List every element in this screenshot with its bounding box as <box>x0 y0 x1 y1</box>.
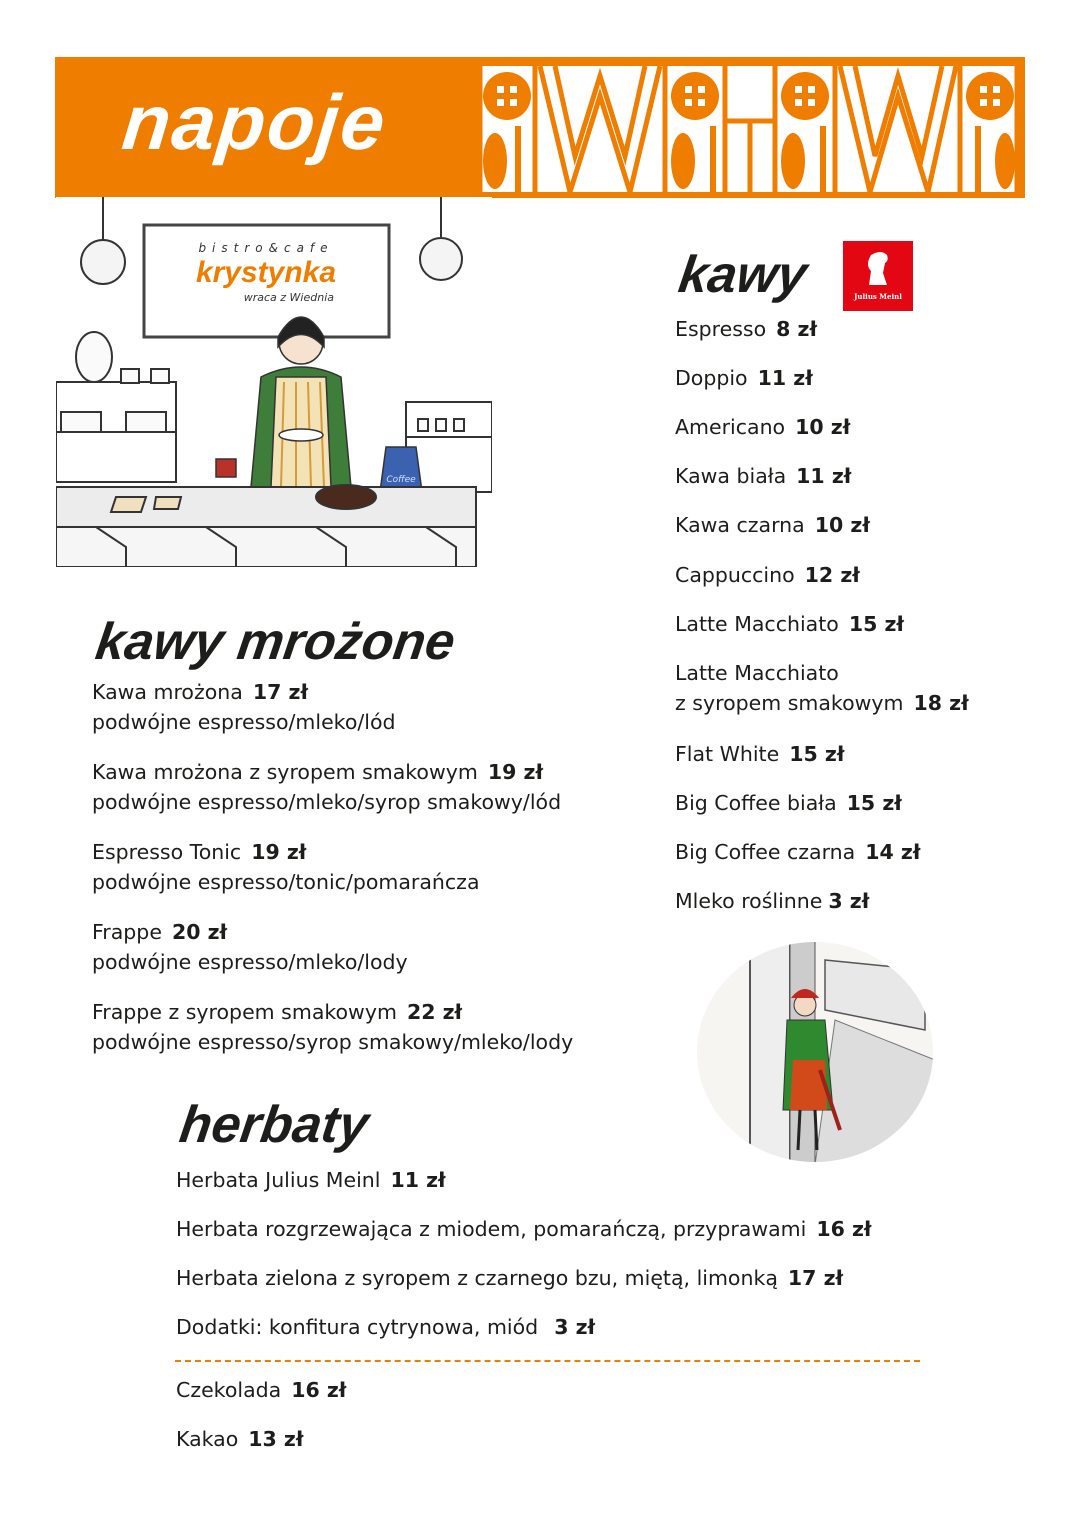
item-description: podwójne espresso/tonic/pomarańcza <box>92 870 480 894</box>
menu-item <box>176 1263 843 1293</box>
item-name: Americano <box>675 415 786 439</box>
menu-item <box>92 757 561 817</box>
item-name: Herbata Julius Meinl <box>176 1168 381 1192</box>
menu-item <box>675 609 904 639</box>
item-name-line2: z syropem smakowym <box>675 691 904 715</box>
item-name: Mleko roślinne <box>675 889 823 913</box>
menu-item <box>675 560 860 590</box>
coffee-pot-label: Coffee <box>386 475 416 485</box>
item-name: Herbata zielona z syropem z czarnego bzu, miętą, limonką <box>176 1266 778 1290</box>
dashed-divider <box>175 1360 920 1362</box>
item-price: 3 zł <box>554 1315 596 1339</box>
item-price: 11 zł <box>757 366 813 390</box>
menu-item <box>675 886 869 916</box>
item-name: Herbata rozgrzewająca z miodem, pomarańczą, przyprawami <box>176 1217 807 1241</box>
item-name: Dodatki: konfitura cytrynowa, miód <box>176 1315 539 1339</box>
item-name: Latte Macchiato <box>675 612 839 636</box>
item-name: Flat White <box>675 742 780 766</box>
section-title-kawy-mrozone: kawy mrożone <box>92 613 459 671</box>
menu-item <box>176 1165 446 1195</box>
item-price: 13 zł <box>248 1427 304 1451</box>
item-name: Frappe <box>92 920 162 944</box>
item-name: Kakao <box>176 1427 239 1451</box>
item-price: 11 zł <box>796 464 852 488</box>
item-price: 10 zł <box>814 513 870 537</box>
menu-item <box>675 314 817 344</box>
menu-item <box>92 997 573 1057</box>
item-price: 16 zł <box>291 1378 347 1402</box>
item-name: Big Coffee biała <box>675 791 837 815</box>
item-name: Espresso <box>675 317 767 341</box>
item-price: 15 zł <box>848 612 905 636</box>
menu-item <box>176 1375 346 1405</box>
menu-item <box>675 363 813 393</box>
menu-item <box>675 510 870 540</box>
page-title: napoje <box>118 78 392 166</box>
julius-meinl-logo <box>843 241 913 311</box>
menu-item <box>176 1424 303 1454</box>
item-description: podwójne espresso/mleko/lód <box>92 710 396 734</box>
item-price: 12 zł <box>804 563 860 587</box>
header-banner <box>55 57 1025 198</box>
item-price: 17 zł <box>787 1266 844 1290</box>
menu-item <box>176 1214 872 1244</box>
menu-item <box>675 461 851 491</box>
menu-item <box>675 788 902 818</box>
item-description: podwójne espresso/mleko/lody <box>92 950 408 974</box>
item-price: 8 zł <box>776 317 818 341</box>
sign-brand: krystynka <box>195 256 337 289</box>
item-name: Kawa biała <box>675 464 787 488</box>
cafe-illustration <box>56 197 492 567</box>
item-name: Latte Macchiato <box>675 661 839 685</box>
item-name: Frappe z syropem smakowym <box>92 1000 397 1024</box>
menu-item <box>675 658 969 718</box>
item-price: 16 zł <box>816 1217 872 1241</box>
menu-item <box>675 837 920 867</box>
item-name: Cappuccino <box>675 563 795 587</box>
item-price: 15 zł <box>789 742 845 766</box>
menu-item <box>92 917 408 977</box>
item-price: 10 zł <box>795 415 851 439</box>
item-name: Kawa mrożona <box>92 680 243 704</box>
section-title-herbaty: herbaty <box>176 1096 373 1154</box>
item-name: Kawa mrożona z syropem smakowym <box>92 760 478 784</box>
menu-item <box>92 837 480 897</box>
julius-meinl-logo-text: Julius Meinl <box>854 292 902 301</box>
item-name: Kawa czarna <box>675 513 805 537</box>
section-title-kawy: kawy <box>675 246 811 304</box>
item-price: 17 zł <box>252 680 309 704</box>
item-price: 18 zł <box>913 691 969 715</box>
item-price: 20 zł <box>171 920 228 944</box>
menu-item <box>675 412 850 442</box>
item-price: 3 zł <box>828 889 870 913</box>
item-name: Big Coffee czarna <box>675 840 856 864</box>
street-illustration <box>695 940 935 1165</box>
folk-pattern-decoration <box>480 66 1017 192</box>
item-description: podwójne espresso/mleko/syrop smakowy/lód <box>92 790 562 814</box>
menu-item <box>675 739 844 769</box>
item-price: 11 zł <box>390 1168 446 1192</box>
medallion <box>483 72 531 120</box>
item-name: Espresso Tonic <box>92 840 242 864</box>
item-price: 14 zł <box>865 840 921 864</box>
menu-item <box>176 1312 595 1342</box>
item-description: podwójne espresso/syrop smakowy/mleko/lody <box>92 1030 574 1054</box>
item-price: 15 zł <box>846 791 902 815</box>
item-name: Doppio <box>675 366 748 390</box>
sign-line2: wraca z Wiednia <box>243 291 334 304</box>
sign-line1: bistro&cafe <box>198 241 334 255</box>
item-name: Czekolada <box>176 1378 282 1402</box>
item-price: 19 zł <box>251 840 307 864</box>
item-price: 19 zł <box>487 760 544 784</box>
menu-item <box>92 677 396 737</box>
item-price: 22 zł <box>406 1000 463 1024</box>
